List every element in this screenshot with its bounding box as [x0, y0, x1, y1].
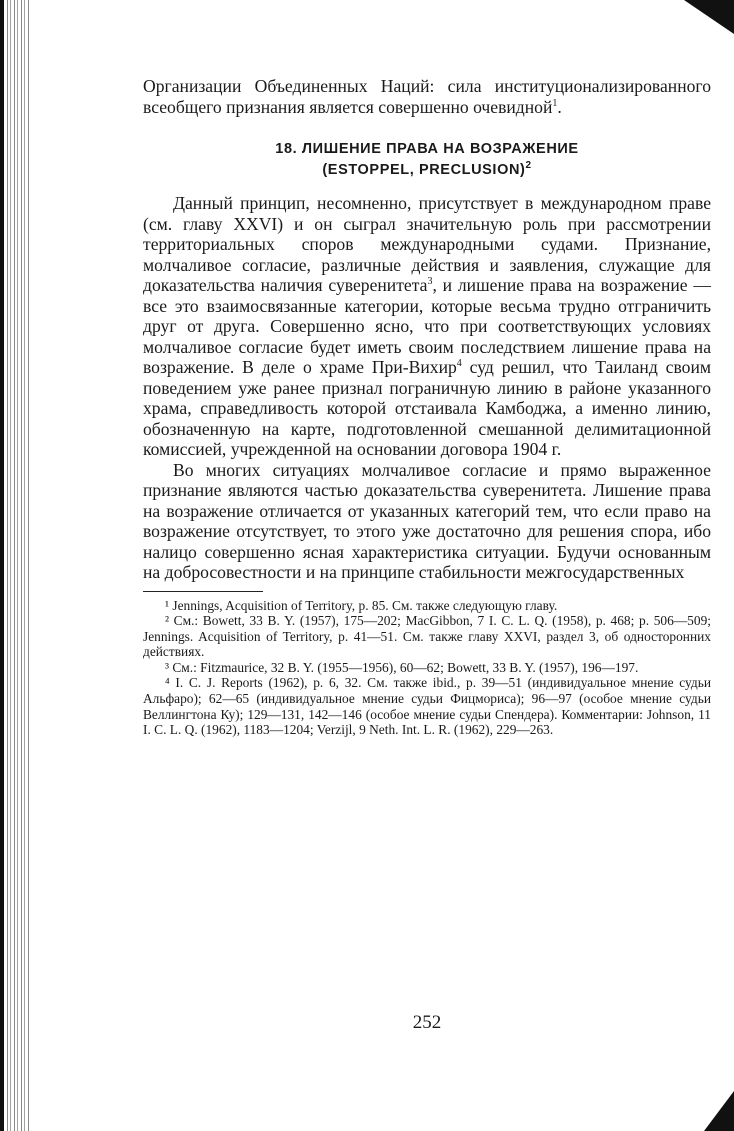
footnote-ref: 4 [456, 358, 462, 370]
footnote-ref: 3 [427, 276, 433, 288]
footnote-4: ⁴ I. C. J. Reports (1962), p. 6, 32. См. также ibid., p. 39—51 (индивидуальное мнение судьи Альфаро); 62—65 (индивидуальное мнение судьи Фицмориса); 96—97 (особое мнение судьи Веллингтона Ку); 129—131, 142—146 (особое мнение судьи Спендера). Комментарии: Johnson, 11 I. C. L. Q. (1962), 1183—1204; Verzijl, 9 Neth. Int. L. R. (1962), 229—263. [143, 675, 711, 738]
page-number: 252 [412, 1012, 442, 1033]
footnote-divider [143, 591, 263, 592]
footnote-ref: 1 [552, 97, 558, 109]
footnote-2: ² См.: Bowett, 33 B. Y. (1957), 175—202; MacGibbon, 7 I. C. L. Q. (1958), p. 468; p. 506—509; Jennings. Acquisition of Territory, p. 41—51. См. также главу XXVI, раздел 3, об односторонних действиях. [143, 613, 711, 660]
paragraph-2: Во многих ситуациях молчаливое согласие и прямо выраженное признание являются частью доказательства суверенитета. Лишение права на возражение отличается от указанных категорий тем, что если право на возражение отсутствует, то этого уже достаточно для решения спора, ибо налицо совершенно ясная характеристика ситуации. Будучи основанным на добросовестности и на принципе стабильности межгосударственных [143, 459, 711, 582]
book-spine-shadow [0, 0, 30, 1131]
scan-edge [0, 0, 4, 1131]
footnote-1: ¹ Jennings, Acquisition of Territory, p. 85. См. также следующую главу. [165, 597, 558, 613]
footnote-ref: 2 [525, 160, 532, 172]
intro-paragraph: Организации Объединенных Наций: сила институционализированного всеобщего признания является совершенно очевидной$^1$. [143, 76, 711, 117]
section-heading-line2: (ESTOPPEL, PRECLUSION) [322, 162, 526, 178]
page-content [143, 76, 712, 1033]
section-heading-line1: 18. ЛИШЕНИЕ ПРАВА НА ВОЗРАЖЕНИЕ [275, 141, 579, 157]
footnote-3: ³ См.: Fitzmaurice, 32 B. Y. (1955—1956), 60—62; Bowett, 33 B. Y. (1957), 196—197. [165, 659, 639, 675]
section-heading-line2-wrap [143, 160, 711, 181]
page-corner-bottom [704, 1091, 734, 1131]
paragraph-1: Данный принцип, несомненно, присутствует в международном праве (см. главу XXVI) и он сыграл значительную роль при рассмотрении территориальных споров международными судами. Признание, молчаливое согласие, различные действия и заявления, служащие для доказательства наличия суверенитета$^3$, и лишение права на возражение — все это взаимосвязанные категории, которые весьма трудно отграничить друг от друга. Совершенно ясно, что при соответствующих условиях молчаливое согласие будет иметь своим последствием лишение права на возражение. В деле о храме При-Вихир$^4$ суд решил, что Таиланд своим поведением уже ранее признал пограничную линию в районе указанного храма, справедливость которой отстаивала Камбоджа, а именно линию, обозначенную на карте, подготовленной смешанной делимитационной комиссией, учрежденной на основании договора 1904 г. [143, 193, 712, 459]
page-corner-top [684, 0, 734, 34]
section-heading [143, 139, 711, 181]
